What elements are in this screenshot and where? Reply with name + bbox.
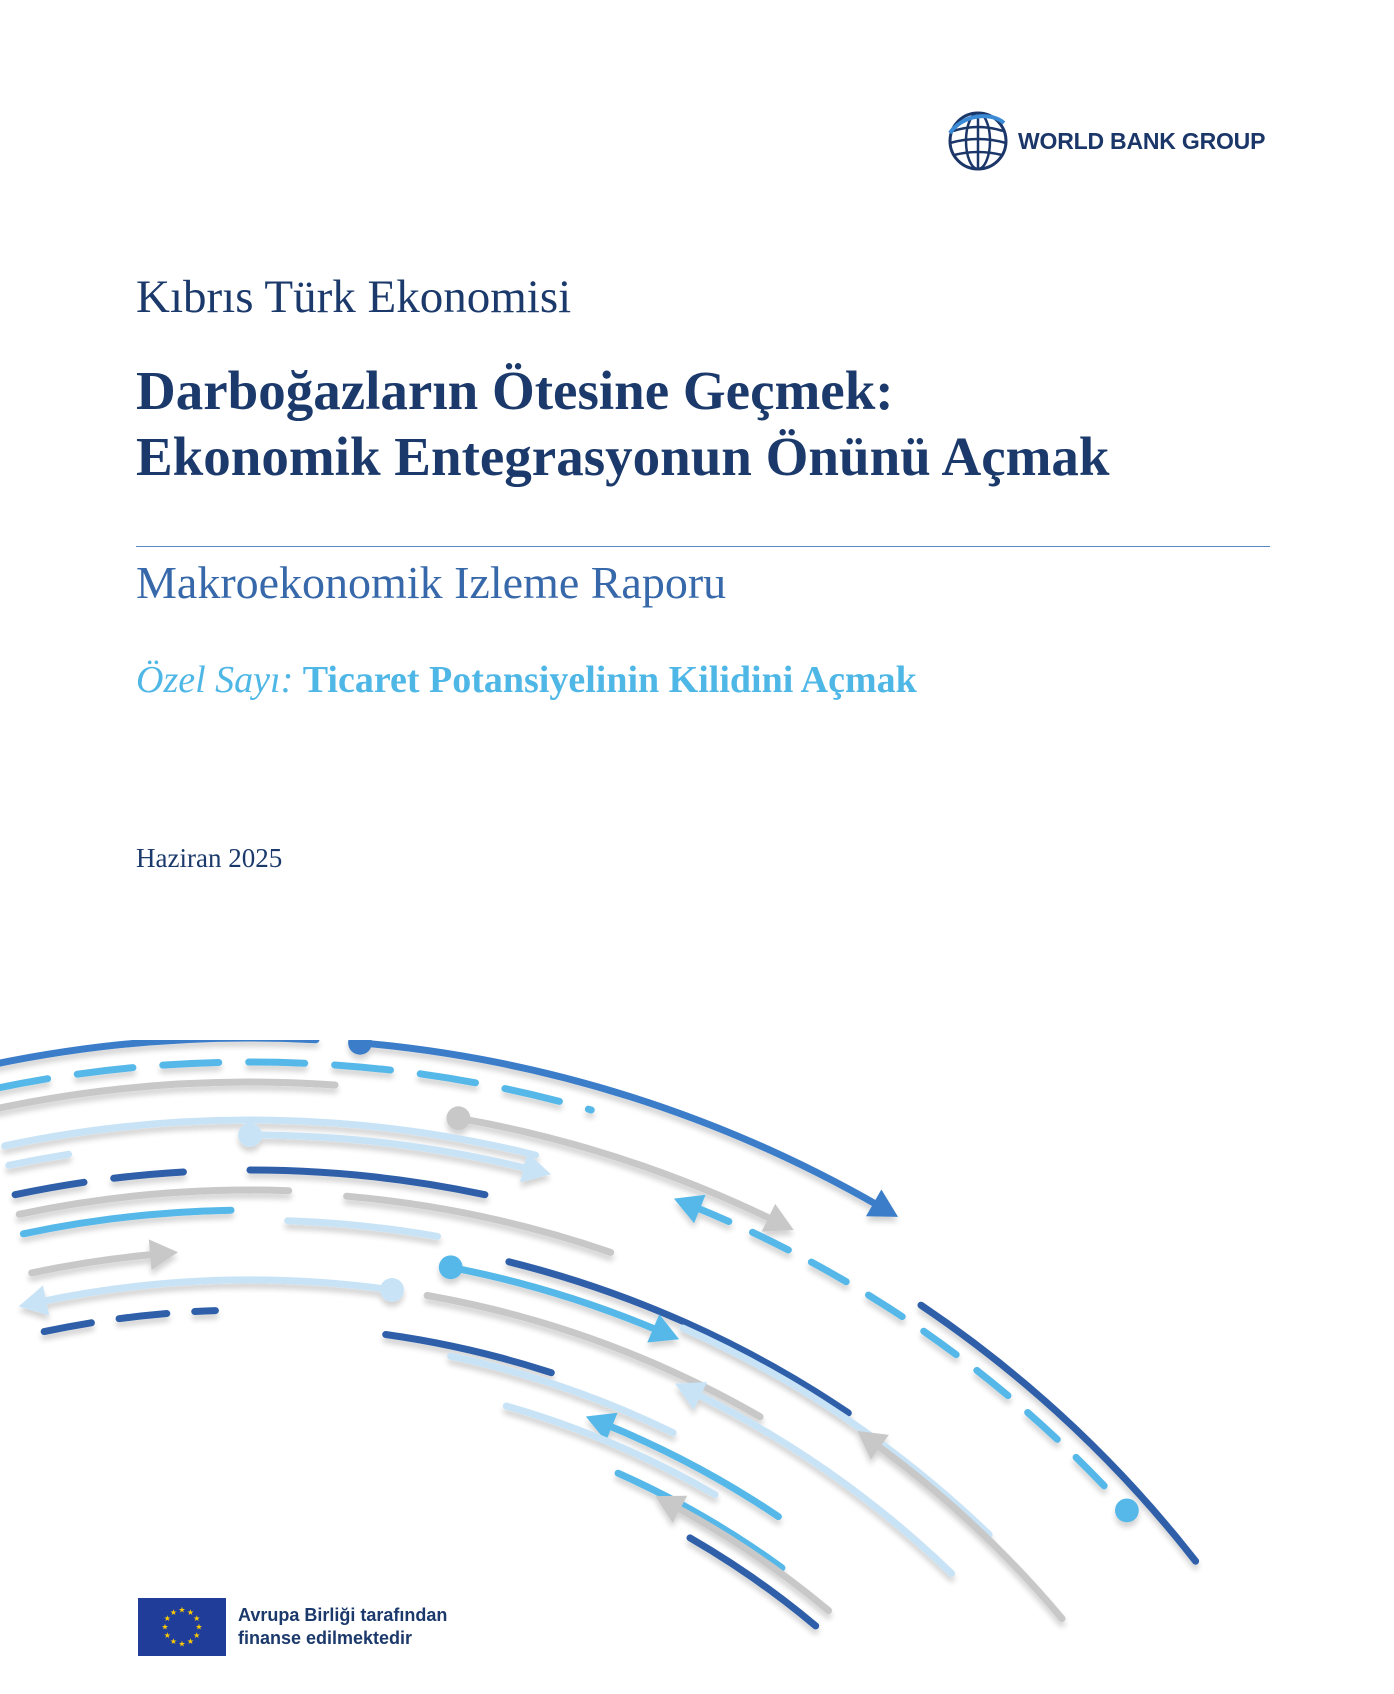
special-issue-label: Özel Sayı: bbox=[136, 659, 294, 701]
arc-stroke bbox=[673, 1505, 829, 1610]
eu-star-icon: ★ bbox=[195, 1622, 203, 1632]
arc-stroke bbox=[683, 1328, 989, 1535]
series-title: Kıbrıs Türk Ekonomisi bbox=[136, 271, 572, 323]
arc-dot bbox=[439, 1255, 463, 1279]
main-title-line-1: Darboğazların Ötesine Geçmek: bbox=[136, 360, 894, 421]
main-title-line-2: Ekonomik Entegrasyonun Önünü Açmak bbox=[136, 426, 1110, 487]
arc-dot bbox=[447, 1106, 471, 1130]
arc-stroke bbox=[693, 1392, 952, 1573]
arc-stroke bbox=[32, 1254, 159, 1273]
arc-stroke bbox=[38, 1280, 392, 1302]
main-title bbox=[136, 358, 1110, 490]
eu-star-icon: ★ bbox=[186, 1637, 195, 1647]
eu-funding-line-2: finanse edilmektedir bbox=[238, 1628, 413, 1648]
arc-stroke bbox=[250, 1135, 532, 1170]
decorative-arcs bbox=[0, 1040, 1394, 1694]
arc-arrowhead bbox=[19, 1286, 50, 1316]
arc-arrowhead bbox=[149, 1239, 178, 1270]
arc-stroke bbox=[386, 1335, 552, 1373]
arc-stroke bbox=[19, 1190, 289, 1214]
eu-star-icon: ★ bbox=[169, 1637, 178, 1647]
logo-text: WORLD BANK GROUP bbox=[1018, 127, 1266, 154]
globe-icon bbox=[946, 109, 1010, 173]
arc-dot bbox=[238, 1123, 262, 1147]
eu-star-icon: ★ bbox=[178, 1639, 186, 1649]
world-bank-group-logo bbox=[946, 108, 1265, 174]
arc-stroke bbox=[604, 1424, 778, 1517]
arc-stroke bbox=[9, 1154, 69, 1165]
special-issue-title: Ticaret Potansiyelinin Kilidini Açmak bbox=[302, 659, 917, 701]
eu-star-icon: ★ bbox=[178, 1605, 186, 1615]
eu-star-icon: ★ bbox=[193, 1631, 201, 1640]
title-divider bbox=[136, 546, 1270, 547]
special-issue bbox=[136, 658, 917, 702]
eu-star-icon: ★ bbox=[186, 1607, 195, 1617]
arc-stroke bbox=[288, 1221, 438, 1237]
arc-stroke bbox=[921, 1305, 1196, 1561]
arc-dot bbox=[380, 1278, 404, 1302]
eu-funding-line-1: Avrupa Birliği tarafından bbox=[238, 1605, 448, 1625]
eu-funding-text bbox=[238, 1604, 447, 1650]
publication-date: Haziran 2025 bbox=[136, 843, 283, 873]
eu-star-icon: ★ bbox=[161, 1622, 169, 1632]
eu-funding-block bbox=[138, 1598, 447, 1656]
eu-star-icon: ★ bbox=[193, 1614, 201, 1623]
eu-star-icon: ★ bbox=[163, 1614, 171, 1623]
arc-stroke bbox=[347, 1196, 611, 1252]
arc-stroke bbox=[23, 1210, 231, 1234]
arc-dot bbox=[348, 1040, 372, 1055]
eu-star-icon: ★ bbox=[163, 1631, 171, 1640]
eu-star-icon: ★ bbox=[169, 1607, 178, 1617]
eu-flag-icon bbox=[138, 1598, 226, 1656]
arc-stroke bbox=[0, 1082, 335, 1109]
arc-stroke bbox=[44, 1311, 215, 1332]
report-type: Makroekonomik Izleme Raporu bbox=[136, 557, 727, 608]
arc-dot bbox=[1115, 1499, 1139, 1523]
